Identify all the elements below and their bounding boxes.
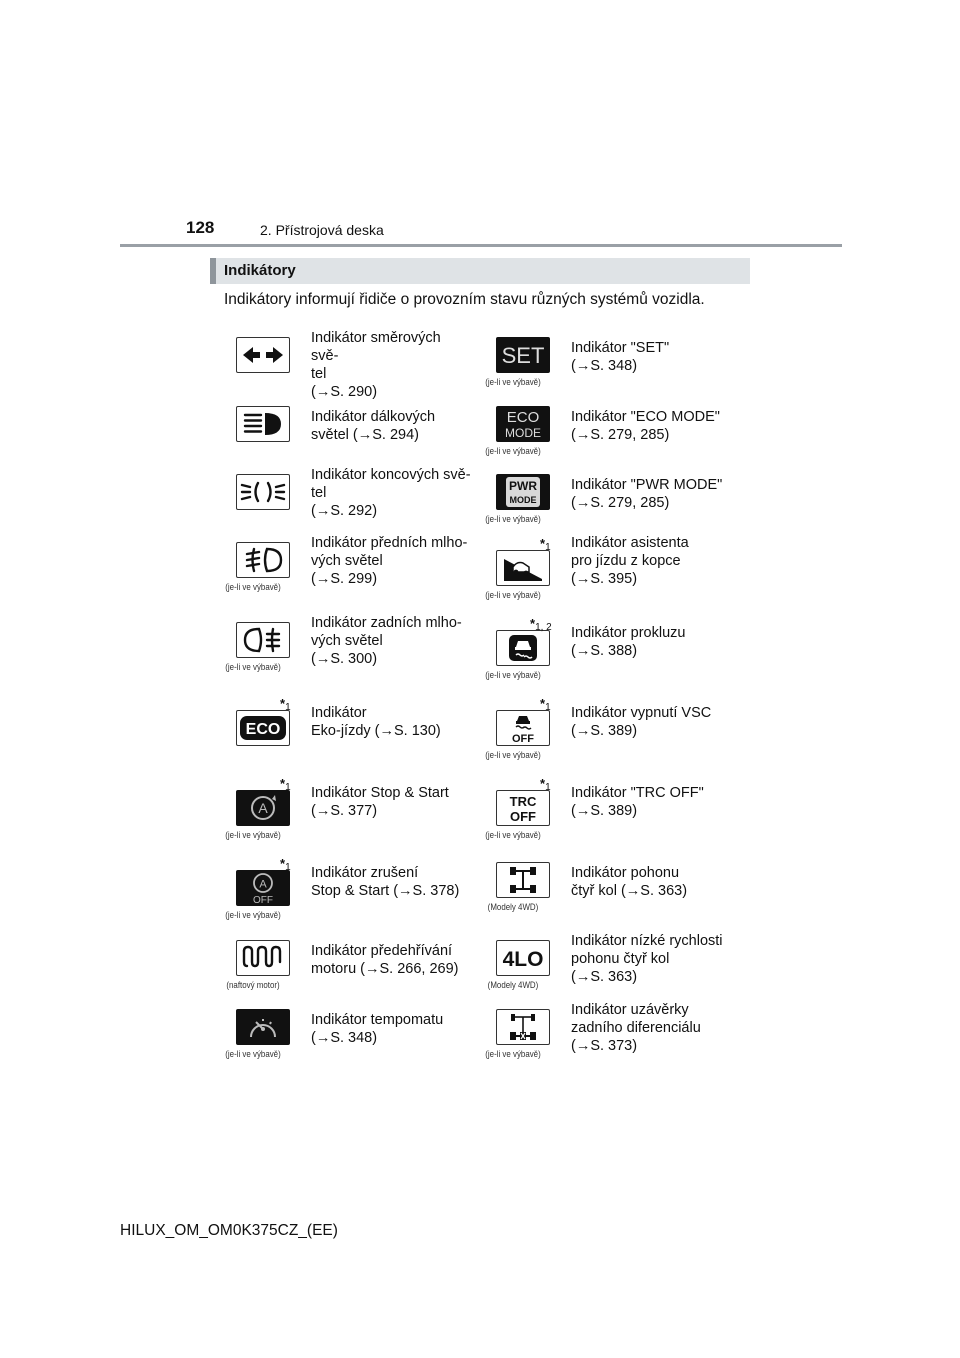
- eco-drive-icon: [236, 710, 290, 746]
- svg-text:OFF: OFF: [510, 809, 536, 824]
- glow-plug-icon: [236, 940, 290, 976]
- indicator-description: [571, 534, 731, 588]
- description-line: Indikátor pohonu: [571, 865, 680, 881]
- availability-note: (je-li ve výbavě): [485, 670, 541, 680]
- description-line: Stop & Start (→S. 378): [311, 883, 460, 899]
- availability-note: (Modely 4WD): [487, 902, 539, 912]
- turn-signal-icon: [236, 337, 290, 373]
- svg-text:OFF: OFF: [253, 895, 273, 905]
- svg-text:TRC: TRC: [509, 794, 537, 809]
- description-line: (→S. 389): [571, 803, 638, 819]
- vsc-off-icon: [496, 710, 550, 746]
- footnote-star: *: [280, 696, 286, 711]
- front-fog-icon: [236, 542, 290, 578]
- four-lo-icon: [496, 940, 550, 976]
- pwr-mode-icon: [496, 474, 550, 510]
- section-title: 2. Přístrojová deska: [260, 222, 384, 238]
- description-line: Indikátor "TRC OFF": [571, 785, 704, 801]
- availability-note: (je-li ve výbavě): [485, 830, 541, 840]
- description-line: (→S. 279, 285): [571, 427, 670, 443]
- four-wheel-drive-icon: [496, 862, 550, 898]
- availability-note: (Modely 4WD): [487, 980, 539, 990]
- description-line: vých světel: [311, 633, 383, 649]
- description-line: Indikátor asistenta: [571, 535, 689, 551]
- high-beam-icon: [236, 406, 290, 442]
- indicator-description: [571, 476, 731, 512]
- description-line: (→S. 300): [311, 651, 378, 667]
- footnote-marker: [530, 616, 552, 633]
- indicator-description: [571, 932, 731, 986]
- description-line: Indikátor "SET": [571, 340, 670, 356]
- bar-accent: [210, 258, 216, 284]
- footnote-number: 1: [285, 862, 291, 873]
- description-line: Indikátor "ECO MODE": [571, 409, 720, 425]
- description-line: Indikátor zadních mlho-: [311, 615, 462, 631]
- description-line: (→S. 290): [311, 384, 378, 400]
- footnote-marker: [540, 696, 551, 713]
- description-line: (→S. 395): [571, 571, 638, 587]
- description-line: Indikátor tempomatu: [311, 1012, 444, 1028]
- header-rule: [120, 244, 842, 247]
- description-line: tel: [311, 485, 327, 501]
- description-line: tel: [311, 366, 327, 382]
- description-line: Indikátor zrušení: [311, 865, 419, 881]
- availability-note: (je-li ve výbavě): [225, 1049, 281, 1059]
- description-line: pro jízdu z kopce: [571, 553, 681, 569]
- svg-text:MODE: MODE: [505, 426, 541, 440]
- trc-off-icon: [496, 790, 550, 826]
- svg-text:A: A: [259, 878, 267, 891]
- footnote-marker: [280, 776, 291, 793]
- description-line: (→S. 348): [571, 358, 638, 374]
- description-line: Indikátor nízké rychlosti: [571, 933, 723, 949]
- indicator-description: [571, 704, 731, 740]
- footnote-marker: [280, 696, 291, 713]
- cruise-control-icon: [236, 1009, 290, 1045]
- availability-note: (je-li ve výbavě): [225, 910, 281, 920]
- availability-note: (je-li ve výbavě): [485, 1049, 541, 1059]
- indicator-description: [571, 864, 731, 900]
- description-line: Eko-jízdy (→S. 130): [311, 723, 441, 739]
- slip-indicator-icon: [496, 630, 550, 666]
- description-line: Indikátor dálkových: [311, 409, 436, 425]
- footnote-star: *: [530, 616, 536, 631]
- svg-text:A: A: [258, 800, 268, 816]
- indicator-description: [311, 614, 471, 668]
- footnote-star: *: [540, 776, 546, 791]
- page-number: 128: [186, 218, 215, 237]
- description-line: (→S. 373): [571, 1038, 638, 1054]
- description-line: (→S. 377): [311, 803, 378, 819]
- description-line: Indikátor Stop & Start: [311, 785, 449, 801]
- description-line: (→S. 292): [311, 503, 378, 519]
- svg-text:ECO: ECO: [245, 721, 281, 738]
- description-line: Indikátor směrových svě-: [311, 330, 441, 364]
- set-icon: [496, 337, 550, 373]
- footnote-number: 1, 2: [535, 622, 552, 633]
- availability-note: (je-li ve výbavě): [225, 662, 281, 672]
- description-line: Indikátor "PWR MODE": [571, 477, 723, 493]
- description-line: Indikátor uzávěrky: [571, 1002, 689, 1018]
- footnote-marker: [540, 776, 551, 793]
- indicator-description: [311, 864, 471, 900]
- description-line: motoru (→S. 266, 269): [311, 961, 459, 977]
- description-line: světel (→S. 294): [311, 427, 419, 443]
- intro-text: Indikátory informují řidiče o provozním stavu různých systémů vozidla.: [224, 291, 705, 308]
- description-line: (→S. 388): [571, 643, 638, 659]
- availability-note: (je-li ve výbavě): [225, 830, 281, 840]
- svg-text:SET: SET: [501, 343, 545, 368]
- description-line: (→S. 363): [571, 969, 638, 985]
- description-line: Indikátor vypnutí VSC: [571, 705, 712, 721]
- indicator-description: [571, 624, 731, 660]
- description-line: Indikátor předehřívání: [311, 943, 453, 959]
- footnote-number: 1: [545, 542, 551, 553]
- description-line: vých světel: [311, 553, 383, 569]
- footnote-marker: [280, 856, 291, 873]
- availability-note: (je-li ve výbavě): [485, 446, 541, 456]
- availability-note: (je-li ve výbavě): [485, 590, 541, 600]
- svg-text:4LO: 4LO: [502, 948, 544, 971]
- availability-note: (naftový motor): [226, 980, 280, 990]
- footnote-star: *: [280, 776, 286, 791]
- eco-mode-icon: [496, 406, 550, 442]
- description-line: zadního diferenciálu: [571, 1020, 701, 1036]
- indicator-description: [571, 1001, 731, 1055]
- indicator-description: [571, 408, 731, 444]
- availability-note: (je-li ve výbavě): [485, 750, 541, 760]
- svg-text:ECO: ECO: [506, 409, 540, 426]
- stop-start-icon: [236, 790, 290, 826]
- indicator-description: [571, 784, 731, 820]
- section-bar: [210, 258, 750, 284]
- indicator-description: [311, 534, 471, 588]
- description-line: pohonu čtyř kol: [571, 951, 670, 967]
- availability-note: (je-li ve výbavě): [225, 582, 281, 592]
- availability-note: (je-li ve výbavě): [485, 377, 541, 387]
- description-line: (→S. 299): [311, 571, 378, 587]
- availability-note: (je-li ve výbavě): [485, 514, 541, 524]
- downhill-assist-icon: [496, 550, 550, 586]
- footnote-star: *: [540, 696, 546, 711]
- indicator-description: [311, 942, 471, 978]
- svg-text:OFF: OFF: [512, 733, 534, 744]
- footnote-number: 1: [545, 702, 551, 713]
- description-line: (→S. 348): [311, 1030, 378, 1046]
- tail-light-icon: [236, 474, 290, 510]
- description-line: Indikátor: [311, 705, 367, 721]
- bar-title: Indikátory: [224, 262, 296, 279]
- indicator-description: [311, 329, 471, 401]
- description-line: (→S. 279, 285): [571, 495, 670, 511]
- footnote-number: 1: [285, 702, 291, 713]
- rear-diff-lock-icon: [496, 1009, 550, 1045]
- footnote-number: 1: [285, 782, 291, 793]
- indicator-description: [311, 466, 471, 520]
- indicator-description: [311, 704, 471, 740]
- rear-fog-icon: [236, 622, 290, 658]
- indicator-description: [311, 784, 471, 820]
- footnote-marker: [540, 536, 551, 553]
- description-line: Indikátor koncových svě-: [311, 467, 471, 483]
- description-line: Indikátor prokluzu: [571, 625, 686, 641]
- footnote-number: 1: [545, 782, 551, 793]
- footnote-star: *: [540, 536, 546, 551]
- svg-text:MODE: MODE: [509, 495, 537, 505]
- footer-code: HILUX_OM_OM0K375CZ_(EE): [120, 1222, 338, 1239]
- indicator-description: [311, 408, 471, 444]
- description-line: čtyř kol (→S. 363): [571, 883, 688, 899]
- stop-start-off-icon: [236, 870, 290, 906]
- indicator-description: [571, 339, 731, 375]
- indicator-description: [311, 1011, 471, 1047]
- footnote-star: *: [280, 856, 286, 871]
- description-line: (→S. 389): [571, 723, 638, 739]
- description-line: Indikátor předních mlho-: [311, 535, 468, 551]
- svg-text:PWR: PWR: [509, 479, 537, 493]
